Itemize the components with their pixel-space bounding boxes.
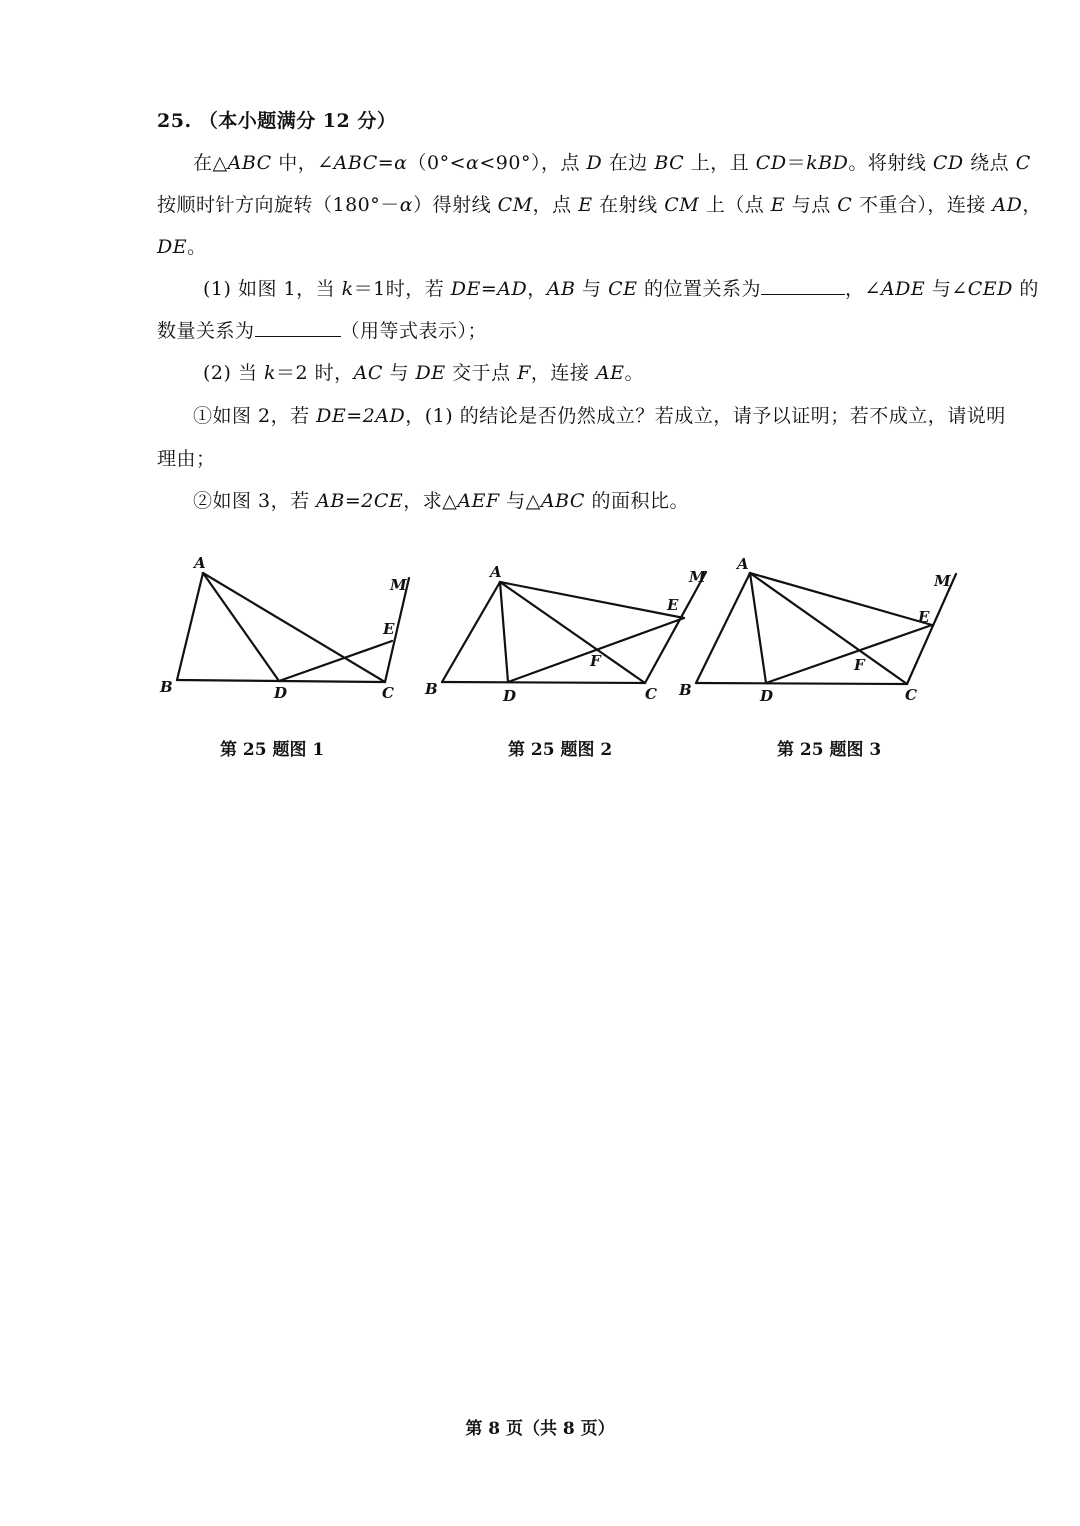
label-E: E: [383, 620, 395, 638]
part1-line-1: [203, 276, 1039, 302]
part2-text: 的面积比。: [584, 490, 689, 512]
score-note: （本小题满分 12 分）: [198, 110, 397, 132]
part1-text: ，: [527, 278, 547, 300]
math-var: AC: [353, 362, 383, 384]
part1-text: 与: [575, 278, 609, 300]
stem-text: ，点: [532, 194, 579, 216]
segment-AD: [500, 582, 508, 682]
part2-q1-line-1: [193, 403, 1006, 429]
math-var: AB: [546, 278, 576, 300]
label-B: B: [679, 681, 692, 699]
part1-text: ＝1时，若: [353, 278, 451, 300]
label-B: B: [425, 680, 438, 698]
segment-AE: [750, 573, 932, 625]
segment-BC: [442, 682, 645, 683]
math-var: AD: [992, 194, 1023, 216]
math-var: CED: [967, 278, 1013, 300]
math-var: AEF: [457, 490, 500, 512]
stem-text: （0°<: [407, 152, 467, 174]
stem-line-1: [193, 150, 1031, 176]
label-M: M: [390, 576, 407, 594]
ray-CM: [907, 574, 956, 684]
answer-blank-position[interactable]: [761, 276, 845, 295]
stem-text: 在边: [602, 152, 655, 174]
segment-DE: [508, 618, 684, 682]
label-C: C: [382, 684, 394, 702]
math-var: α: [394, 152, 408, 174]
figure-1-caption: 第 25 题图 1: [220, 740, 325, 760]
label-A: A: [737, 555, 749, 573]
part2-text: ②如图 3，若: [193, 490, 317, 512]
stem-text: 上（点: [699, 194, 771, 216]
part1-line-2: [157, 318, 487, 344]
part2-text: 与△: [499, 490, 541, 512]
part2-text: (2) 当: [203, 362, 264, 384]
math-var: DE=AD: [450, 278, 528, 300]
segment-AC: [203, 573, 385, 682]
stem-text: 按顺时针方向旋转（180°－: [157, 194, 400, 216]
figure-1: [150, 550, 430, 720]
math-var: BC: [654, 152, 685, 174]
math-var: C: [1015, 152, 1031, 174]
stem-text: 绕点: [963, 152, 1016, 174]
stem-line-3: [157, 234, 207, 260]
part2-text: ＝2 时，: [276, 362, 354, 384]
stem-text: 。将射线: [848, 152, 933, 174]
segment-BC: [696, 683, 907, 684]
stem-text: 上，且: [684, 152, 756, 174]
part2-text: 理由；: [157, 448, 216, 470]
part2-line-1: [203, 360, 644, 386]
part2-text: 。: [624, 362, 645, 384]
math-var: C: [837, 194, 853, 216]
math-var: α: [466, 152, 480, 174]
stem-line-2: [157, 192, 1042, 218]
figure-3: [675, 550, 965, 720]
label-E: E: [667, 596, 679, 614]
label-B: B: [160, 678, 173, 696]
math-var: D: [586, 152, 603, 174]
part1-text: 的: [1012, 278, 1039, 300]
math-var: kBD: [806, 152, 849, 174]
label-D: D: [760, 687, 774, 705]
math-var: CM: [664, 194, 700, 216]
part2-text: ，连接: [530, 362, 596, 384]
part2-q2-line: [193, 488, 689, 514]
segment-AC: [750, 573, 907, 684]
label-D: D: [274, 684, 288, 702]
segment-AB: [696, 573, 750, 683]
math-var: DE: [415, 362, 446, 384]
segment-AB: [442, 582, 500, 682]
stem-text: ，: [1022, 194, 1042, 216]
part1-text: ，∠: [845, 278, 881, 300]
math-var: CD: [932, 152, 964, 174]
math-var: E: [770, 194, 786, 216]
stem-text: ＝: [786, 152, 807, 174]
part2-text: ，(1) 的结论是否仍然成立？若成立，请予以证明；若不成立，请说明: [405, 405, 1006, 427]
problem-header: [157, 108, 396, 134]
math-var: CE: [608, 278, 638, 300]
stem-text: <90°），点: [479, 152, 587, 174]
stem-text: =: [377, 152, 395, 174]
segment-AD: [750, 573, 766, 683]
math-var: AE: [595, 362, 625, 384]
part1-text: 与∠: [925, 278, 968, 300]
stem-text: 在射线: [592, 194, 665, 216]
part2-q1-line-2: [157, 446, 216, 472]
stem-text: ）得射线: [413, 194, 498, 216]
math-var: AB=2CE: [316, 490, 404, 512]
math-var: k: [341, 278, 354, 300]
part2-text: ①如图 2，若: [193, 405, 317, 427]
problem-number: 25.: [157, 110, 192, 132]
label-C: C: [645, 685, 657, 703]
label-E: E: [918, 608, 930, 626]
part2-text: 与: [382, 362, 416, 384]
figure-3-caption: 第 25 题图 3: [777, 740, 882, 760]
math-var: α: [399, 194, 414, 216]
label-A: A: [490, 563, 502, 581]
stem-text: 与点: [785, 194, 838, 216]
label-F: F: [590, 652, 601, 670]
segment-AD: [203, 573, 279, 681]
label-A: A: [194, 554, 206, 572]
label-F: F: [854, 656, 865, 674]
stem-text: 。: [187, 236, 207, 258]
math-var: DE=2AD: [316, 405, 406, 427]
stem-text: 在△: [193, 152, 228, 174]
math-var: DE: [157, 236, 188, 258]
label-M: M: [689, 568, 706, 586]
math-var: CD: [755, 152, 787, 174]
part2-text: 交于点: [445, 362, 518, 384]
stem-text: 不重合），连接: [852, 194, 993, 216]
segment-AB: [177, 573, 203, 680]
math-var: k: [264, 362, 277, 384]
math-var: E: [578, 194, 593, 216]
segment-DE: [766, 625, 932, 683]
label-C: C: [905, 686, 917, 704]
math-var: ABC: [333, 152, 378, 174]
label-D: D: [503, 687, 517, 705]
part1-text: (1) 如图 1，当: [203, 278, 342, 300]
math-var: ADE: [880, 278, 926, 300]
math-var: F: [517, 362, 531, 384]
part2-text: ，求△: [403, 490, 458, 512]
figure-2-caption: 第 25 题图 2: [508, 740, 613, 760]
page-footer: 第 8 页（共 8 页）: [465, 1419, 615, 1439]
math-var: CM: [497, 194, 533, 216]
math-var: ABC: [227, 152, 272, 174]
answer-blank-quantity[interactable]: [255, 318, 341, 337]
part1-text: （用等式表示）；: [340, 320, 488, 342]
label-M: M: [934, 572, 951, 590]
part1-text: 的位置关系为: [637, 278, 762, 300]
stem-text: 中，∠: [271, 152, 334, 174]
part1-text: 数量关系为: [157, 320, 255, 342]
math-var: ABC: [540, 490, 585, 512]
